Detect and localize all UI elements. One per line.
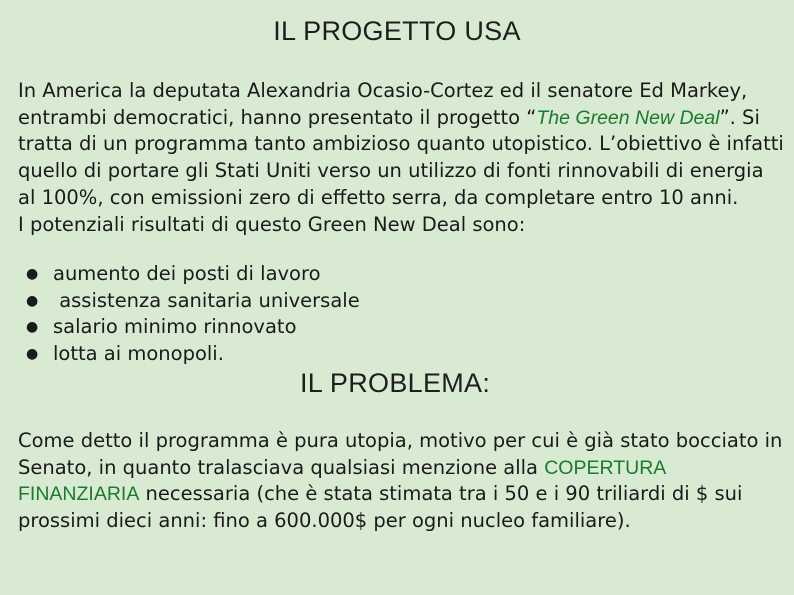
list-item — [22, 261, 360, 288]
list-item-text: aumento dei posti di lavoro — [53, 262, 321, 285]
list-item-text: salario minimo rinnovato — [53, 315, 297, 339]
section-title-problem: IL PROBLEMA: — [300, 368, 491, 398]
problem-text-end: necessaria (che è stata stimata tra i 50 e i 90 triliardi di $ sui prossimi dieci anni: fino a 600.000$ per ogni nucleo familiare). — [18, 482, 743, 533]
results-list — [22, 261, 360, 368]
list-item — [22, 314, 360, 341]
bullet-icon: ● — [26, 266, 39, 282]
bullet-icon: ● — [26, 292, 39, 309]
problem-paragraph — [18, 428, 784, 535]
intro-text-start: In America la deputata Alexandria Ocasio-Cortez ed il senatore Ed Markey, entrambi democratici, hanno presentato il progetto “ — [18, 79, 748, 129]
problem-text-start: Come detto il programma è pura utopia, motivo per cui è già stato bocciato in Senato, in quanto tralasciava qualsiasi menzione alla — [18, 429, 783, 479]
list-item — [22, 341, 360, 368]
bullet-icon: ● — [26, 346, 39, 363]
list-item — [22, 288, 360, 315]
intro-paragraph — [18, 78, 784, 238]
bullet-icon: ● — [26, 319, 39, 336]
financial-coverage-emphasis: COPERTURA FINANZIARIA — [18, 456, 666, 506]
green-new-deal-emphasis: The Green New Deal — [536, 106, 720, 129]
page-title: IL PROGETTO USA — [273, 16, 521, 46]
results-intro-line: I potenziali risultati di questo Green New Deal sono: — [18, 212, 526, 236]
list-item-text: assistenza sanitaria universale — [53, 288, 360, 312]
intro-text-end: ”. Si tratta di un programma tanto ambizioso quanto utopistico. L’obiettivo è infatti quello di portare gli Stati Uniti verso un utilizzo di fonti rinnovabili di energia al 100%, con emissioni zero di effetto serra, da completare entro 10 anni. — [18, 105, 784, 209]
list-item-text: lotta ai monopoli. — [53, 342, 224, 366]
